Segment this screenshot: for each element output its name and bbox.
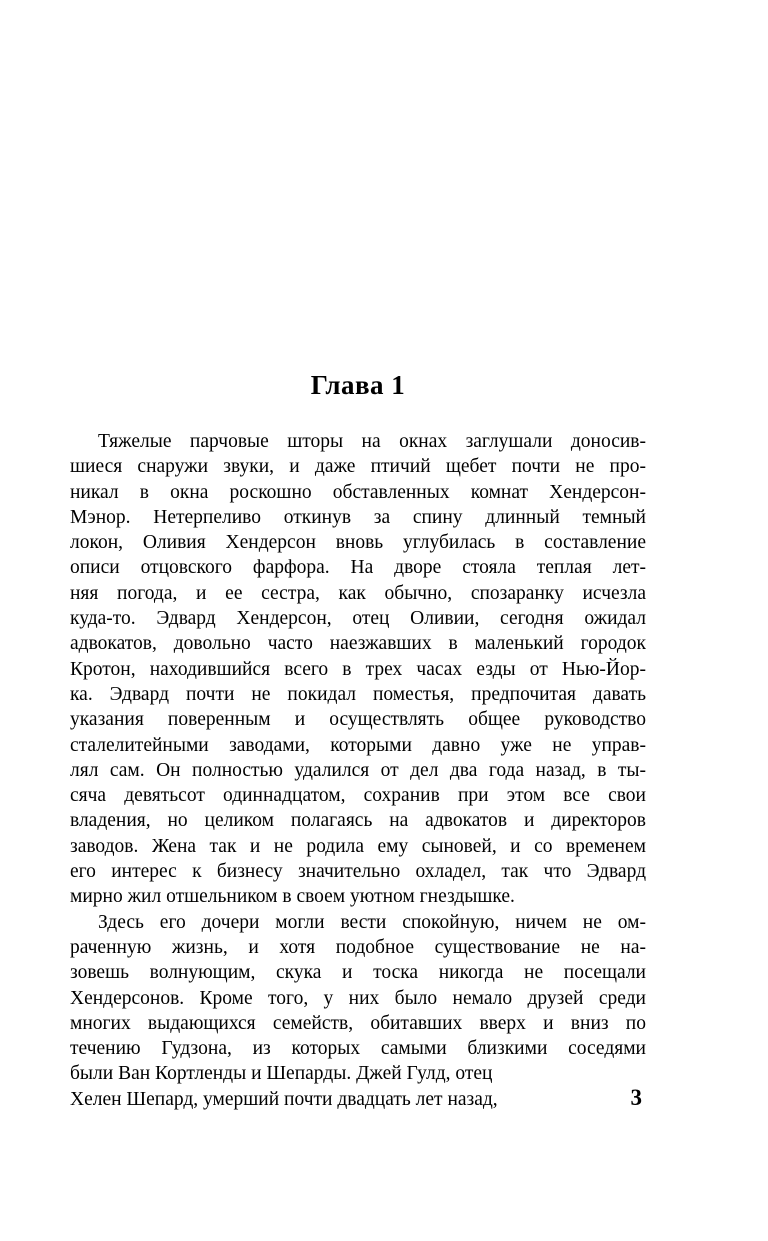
text-line: раченную жизнь, и хотя подобное существование не на-: [70, 936, 646, 958]
text-line: никал в окна роскошно обставленных комнат Хендерсон-: [70, 481, 646, 503]
page-number: 3: [630, 1085, 642, 1110]
text-line: Кротон, находившийся всего в трех часах езды от Нью-Йор-: [70, 658, 646, 680]
body-text-block: [70, 429, 646, 1112]
text-line: были Ван Кортленды и Шепарды. Джей Гулд, отец: [70, 1063, 493, 1085]
text-line: Хендерсонов. Кроме того, у них было немало друзей среди: [70, 987, 646, 1009]
text-line: владения, но целиком полагаясь на адвокатов и директоров: [70, 810, 646, 832]
text-line: шиеся снаружи звуки, и даже птичий щебет почти не про-: [70, 456, 646, 478]
text-line: сталелитейными заводами, которыми давно уже не управ-: [70, 734, 646, 756]
chapter-heading: Глава 1: [310, 370, 406, 400]
text-line: Мэнор. Нетерпеливо откинув за спину длинный темный: [70, 506, 646, 528]
text-line: сяча девятьсот одиннадцатом, сохранив при этом все свои: [70, 785, 646, 807]
text-line: лял сам. Он полностью удалился от дел два года назад, в ты-: [70, 759, 646, 781]
text-line: локон, Оливия Хендерсон вновь углубилась в составление: [70, 532, 646, 554]
text-line: мирно жил отшельником в своем уютном гнездышке.: [70, 886, 515, 908]
text-line: няя погода, и ее сестра, как обычно, спозаранку исчезла: [70, 582, 646, 604]
text-line: течению Гудзона, из которых самыми близкими соседями: [70, 1038, 646, 1060]
text-line: куда-то. Эдвард Хендерсон, отец Оливии, сегодня ожидал: [70, 608, 646, 630]
text-line: ка. Эдвард почти не покидал поместья, предпочитая давать: [70, 683, 646, 705]
text-line: адвокатов, довольно часто наезжавших в маленький городок: [70, 633, 646, 655]
text-line: Здесь его дочери могли вести спокойную, ничем не ом-: [98, 911, 646, 933]
text-line: описи отцовского фарфора. На дворе стояла теплая лет-: [70, 557, 646, 579]
text-line: его интерес к бизнесу значительно охладел, так что Эдвард: [70, 861, 646, 883]
text-line: указания поверенным и осуществлять общее руководство: [70, 709, 646, 731]
text-line: Хелен Шепард, умерший почти двадцать лет назад,: [70, 1088, 498, 1110]
text-line: зовешь волнующим, скука и тоска никогда не посещали: [70, 962, 646, 984]
text-line: заводов. Жена так и не родила ему сыновей, и со временем: [70, 835, 646, 857]
text-line: многих выдающихся семейств, обитавших вверх и вниз по: [70, 1012, 646, 1034]
text-line: Тяжелые парчовые шторы на окнах заглушали доносив-: [98, 431, 646, 452]
